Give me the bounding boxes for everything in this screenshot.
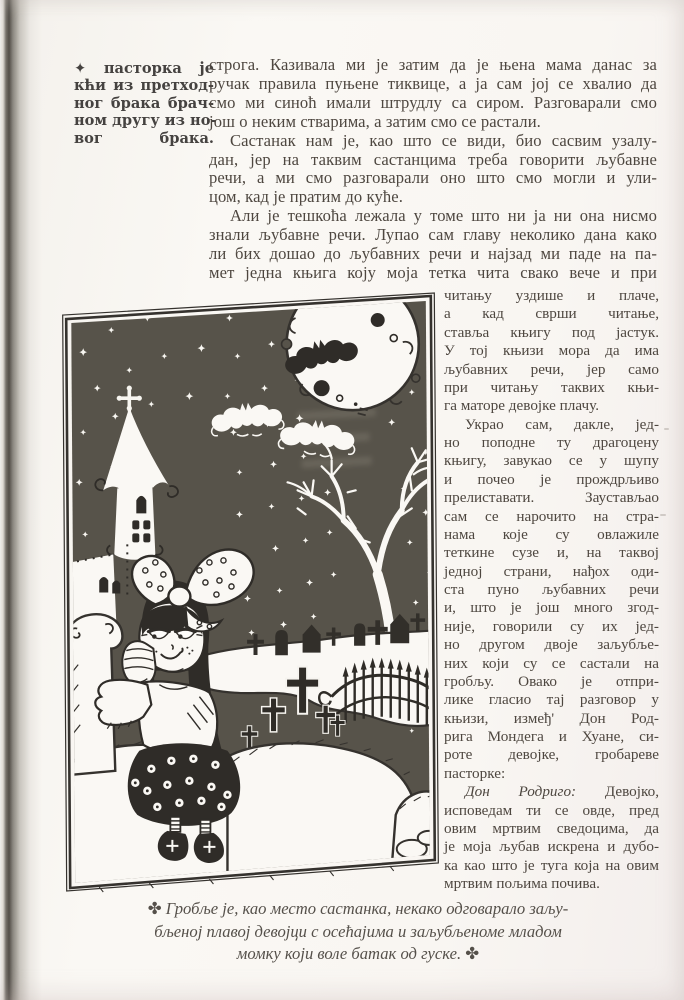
- text-line: сам се нарочито на стра-: [444, 507, 659, 525]
- text-line: них који су се састали на: [444, 654, 659, 672]
- text-line: љубавних речи, јер само: [444, 360, 659, 378]
- caption-italic: [88, 898, 628, 966]
- text-line: гробљу. Овако је отпри-: [444, 672, 659, 690]
- text-line: речи, а ми смо разговарали оно што смо могли и ули-: [209, 168, 657, 188]
- body-text-top: [209, 56, 657, 283]
- text-line: цом, кад је пратим до куће.: [209, 187, 403, 207]
- text-line: ✦ пасторка је: [74, 60, 214, 77]
- text-line: једној страни, нађох оди-: [444, 562, 659, 580]
- text-line: књизи, измеђ' Дон Род-: [444, 709, 659, 727]
- text-line: но поподне ту драгоцену: [444, 434, 659, 451]
- text-line: овим мртвим сведоцима, да: [444, 819, 659, 837]
- text-line: ном другу из но-: [74, 112, 217, 130]
- text-line: бљеној плавој девојци с осећајима и заљубљеноме младом: [154, 921, 562, 941]
- page-spine-shadow: [0, 0, 42, 1000]
- text-line: мртвим пољима почива.: [444, 875, 600, 892]
- text-line: при читању таквих књи-: [444, 378, 659, 396]
- text-line: У тој књизи мора да има: [444, 342, 659, 360]
- text-line: пасторке:: [444, 764, 506, 782]
- text-line: нама које су овлажиле: [444, 525, 659, 543]
- text-line: и, што је још много згод-: [444, 599, 659, 617]
- margin-note: [74, 60, 217, 147]
- text-line: још о неким стварима, а затим смо се растали.: [209, 111, 541, 131]
- text-line: читању уздише и плаче,: [444, 287, 659, 304]
- text-line: књигу, завукао се у шупу: [444, 452, 659, 470]
- grave-mounds: [63, 740, 440, 893]
- text-line: смо ми синоћ имали штрудлу са сиром. Разговарали смо: [209, 92, 657, 112]
- text-line: ног брака брач-: [74, 94, 214, 112]
- blouse: [139, 681, 217, 753]
- scan-artifact: [660, 514, 666, 516]
- text-line: ставља књигу под јастук.: [444, 323, 659, 341]
- text-line: Састанак нам је, као што се види, био сасвим узалу-: [230, 130, 657, 150]
- text-line: теткине сузе и, на таквој: [444, 544, 659, 562]
- text-line: а кад сврши читање,: [444, 305, 659, 323]
- scan-artifact: [664, 428, 669, 430]
- text-line: исповедам ти се овде, пред: [444, 801, 659, 819]
- text-line: и почео је прождрљиво: [444, 470, 659, 488]
- text-line: је моја љубав искрена и дубо-: [444, 838, 659, 856]
- text-line: кћи из претход-: [74, 77, 214, 95]
- text-line: роте девојке, гробареве: [444, 746, 659, 764]
- text-line: ручак правила пуњене тиквице, а ја сам јој се хвалио да: [209, 73, 657, 93]
- text-line: дан, јер на таквим састанцима треба говорити љубавне: [209, 149, 657, 169]
- cemetery-illustration: [59, 292, 440, 893]
- text-line: но другом двоје заљубље-: [444, 636, 659, 654]
- text-line: знали љубавне речи. Лупао сам главу неколико дана како: [209, 225, 657, 245]
- text-line: Украо сам, дакле, јед-: [465, 415, 659, 433]
- text-line: вог брака.: [74, 129, 214, 147]
- text-line: строга. Казивала ми је затим да је њена мама данас за: [209, 55, 657, 74]
- text-line: Али је тешкоћа лежала у томе што ни ја ни она нисмо: [230, 206, 657, 226]
- text-line: лике гласио тај разговор у: [444, 691, 659, 709]
- text-line: ✤ Гробље је, као место састанка, некако одговарало заљу-: [147, 899, 569, 918]
- text-line: га маторе девојке плачу.: [444, 397, 600, 415]
- text-line: ка као што је туга која на овим: [444, 856, 659, 874]
- body-text-column: [444, 287, 659, 893]
- text-line: Дон Родриго: Девојко,: [465, 783, 659, 801]
- polka-dot-skirt: [128, 743, 240, 826]
- text-line: рига Мондега и Хуане, си-: [444, 728, 659, 745]
- text-line: момку који воле батак од гуске. ✤: [236, 944, 480, 964]
- text-line: мет једна књига коју моја тетка чита свако вече и при: [209, 262, 657, 282]
- hand-on-cheek: [122, 641, 155, 685]
- text-line: ли бих дошао до љубавних речи и најзад ми паде на па-: [209, 244, 657, 264]
- text-line: није, говорили су их јед-: [444, 617, 659, 635]
- text-line: прелиставати. Заустављао: [444, 489, 659, 507]
- text-line: ста пуно љубавних речи: [444, 581, 659, 598]
